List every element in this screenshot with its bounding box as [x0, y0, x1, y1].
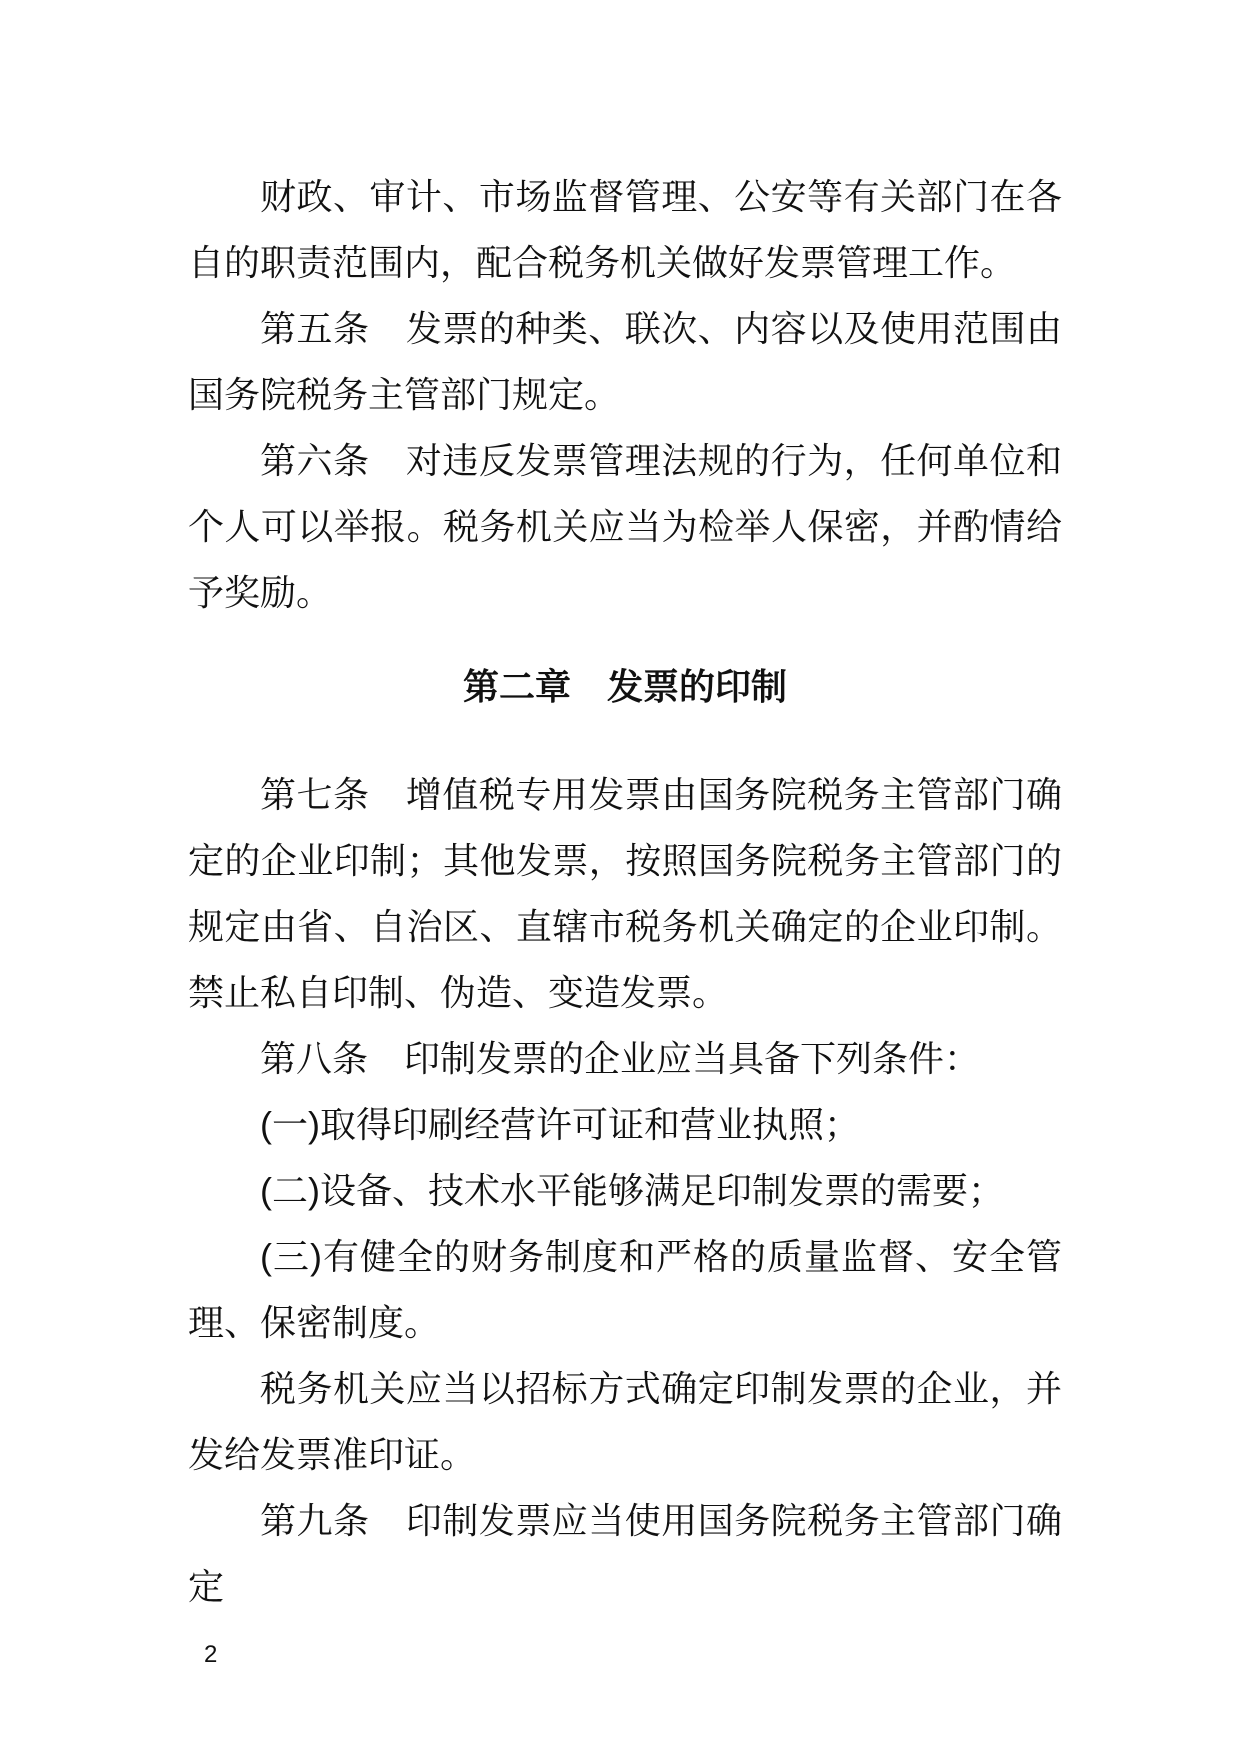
paragraph-article-8: 第八条 印制发票的企业应当具备下列条件：	[260, 1038, 981, 1079]
paragraph-article-9: 第九条 印制发票应当使用国务院税务主管部门确定	[188, 1500, 1062, 1607]
paragraph-article-7: 第七条 增值税专用发票由国务院税务主管部门确定的企业印制；其他发票，按照国务院税务主管部门的规定由省、自治区、直辖市税务机关确定的企业印制。禁止私自印制、伪造、变造发票。	[188, 774, 1062, 1013]
paragraph-tender-requirement: 税务机关应当以招标方式确定印制发票的企业，并发给发票准印证。	[188, 1368, 1062, 1475]
list-item-condition-1: (一)取得印刷经营许可证和营业执照；	[260, 1104, 860, 1145]
page-number: 2	[204, 1641, 218, 1668]
body-text	[188, 164, 1062, 1620]
list-item-condition-3: (三)有健全的财务制度和严格的质量监督、安全管理、保密制度。	[188, 1236, 1062, 1343]
paragraph-article-5: 第五条 发票的种类、联次、内容以及使用范围由国务院税务主管部门规定。	[188, 308, 1062, 415]
chapter-heading: 第二章 发票的印制	[462, 666, 787, 707]
paragraph-departments-cooperation: 财政、审计、市场监督管理、公安等有关部门在各自的职责范围内，配合税务机关做好发票管理工作。	[188, 176, 1062, 283]
paragraph-article-6: 第六条 对违反发票管理法规的行为，任何单位和个人可以举报。税务机关应当为检举人保密，并酌情给予奖励。	[188, 440, 1062, 613]
list-item-condition-2: (二)设备、技术水平能够满足印制发票的需要；	[260, 1170, 1004, 1211]
